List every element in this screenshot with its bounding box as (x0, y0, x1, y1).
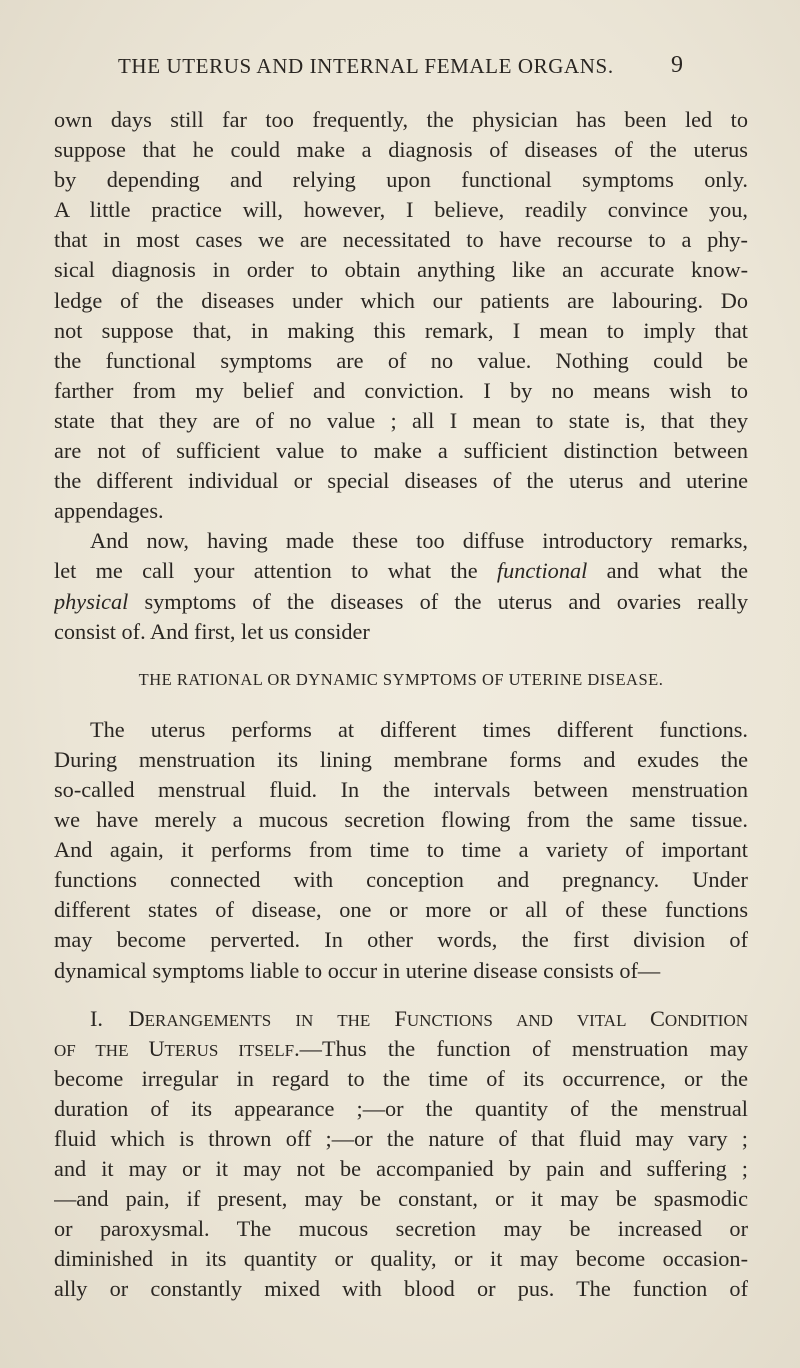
text-line: and it may or it may not be accompanied by pain and suffering ; (54, 1156, 748, 1182)
text-line: own days still far too frequently, the physician has been led to (54, 107, 748, 132)
text-run: let me call your attention to what the (54, 558, 497, 584)
section-heading: THE RATIONAL OR DYNAMIC SYMPTOMS OF UTERINE DISEASE. (138, 669, 664, 689)
text-line: we have merely a mucous secretion flowing from the same tissue. (54, 807, 748, 833)
small-caps-run: TERUS ITSELF (164, 1040, 295, 1060)
running-head (0, 54, 800, 84)
text-line: duration of its appearance ;—or the quantity of the menstrual (54, 1095, 748, 1121)
paragraph-4 (54, 1004, 748, 1305)
small-caps-run: D (128, 1005, 145, 1031)
emphasis-functional: functional (496, 558, 588, 584)
small-caps-run: ERANGEMENTS IN THE (144, 1010, 395, 1030)
text-line: consist of. And first, let us consider (54, 618, 370, 644)
paragraph-3 (54, 715, 748, 986)
text-run: .—Thus the function of menstruation may (294, 1035, 748, 1061)
text-line (54, 587, 748, 617)
text-line: fluid which is thrown off ;—or the nature of that fluid may vary ; (54, 1126, 748, 1151)
paragraph-2 (54, 526, 748, 646)
text-line: ledge of the diseases under which our patients are labouring. Do (54, 287, 748, 313)
small-caps-run: F (394, 1005, 407, 1031)
small-caps-run: U (148, 1035, 165, 1061)
text-line: or paroxysmal. The mucous secretion may be increased or (54, 1216, 748, 1242)
text-line: different states of disease, one or more or all of these functions (54, 897, 748, 923)
text-line: The uterus performs at different times different functions. (90, 716, 748, 742)
text-line: During menstruation its lining membrane forms and exudes the (54, 746, 748, 772)
text-line: so-called menstrual fluid. In the intervals between menstruation (54, 776, 748, 802)
small-caps-run: C (650, 1005, 665, 1031)
text-line: dynamical symptoms liable to occur in uterine disease consists of— (54, 957, 661, 983)
paragraph-1 (54, 105, 748, 526)
emphasis-physical: physical (54, 588, 129, 614)
body-text (54, 105, 748, 1305)
text-line: sical diagnosis in order to obtain anything like an accurate know- (54, 257, 748, 283)
subheading-line (54, 1034, 748, 1064)
text-line: diminished in its quantity or quality, or it may become occasion- (54, 1246, 748, 1272)
text-line: the functional symptoms are of no value. Nothing could be (54, 347, 748, 373)
text-line: farther from my belief and conviction. I by no means wish to (54, 377, 748, 403)
text-run: symptoms of the diseases of the uterus and ovaries really (128, 588, 748, 614)
small-caps-run: UNCTIONS AND VITAL (406, 1010, 651, 1030)
paragraph-gap (54, 986, 748, 1004)
text-line: functions connected with conception and pregnancy. Under (54, 867, 748, 893)
text-line: not suppose that, in making this remark, I mean to imply that (54, 317, 748, 343)
running-title: THE UTERUS AND INTERNAL FEMALE ORGANS. (118, 54, 614, 78)
text-line: And now, having made these too diffuse introductory remarks, (90, 528, 748, 554)
text-line: may become perverted. In other words, the first division of (54, 927, 748, 953)
text-line: the different individual or special diseases of the uterus and uterine (54, 468, 748, 494)
small-caps-run: OF THE (54, 1040, 149, 1060)
text-line: state that they are of no value ; all I mean to state is, that they (54, 407, 748, 433)
text-line (54, 556, 748, 586)
text-line: And again, it performs from time to time a variety of important (54, 837, 748, 863)
text-line: A little practice will, however, I believe, readily convince you, (54, 197, 748, 223)
text-line: ally or constantly mixed with blood or pus. The function of (54, 1276, 748, 1302)
text-line: by depending and relying upon functional symptoms only. (54, 167, 748, 193)
small-caps-run: ONDITION (664, 1010, 748, 1030)
text-line: —and pain, if present, may be constant, or it may be spasmodic (54, 1186, 748, 1212)
text-line: appendages. (54, 498, 164, 524)
page-number: 9 (671, 52, 683, 78)
text-line: suppose that he could make a diagnosis of diseases of the uterus (54, 137, 748, 163)
text-line: become irregular in regard to the time of its occurrence, or the (54, 1065, 748, 1091)
numeral: I. (90, 1005, 129, 1031)
subheading-line (54, 1004, 748, 1034)
text-run: and what the (587, 558, 748, 584)
text-line: are not of sufficient value to make a sufficient distinction between (54, 438, 748, 464)
text-line: that in most cases we are necessitated to have recourse to a phy- (54, 227, 748, 253)
